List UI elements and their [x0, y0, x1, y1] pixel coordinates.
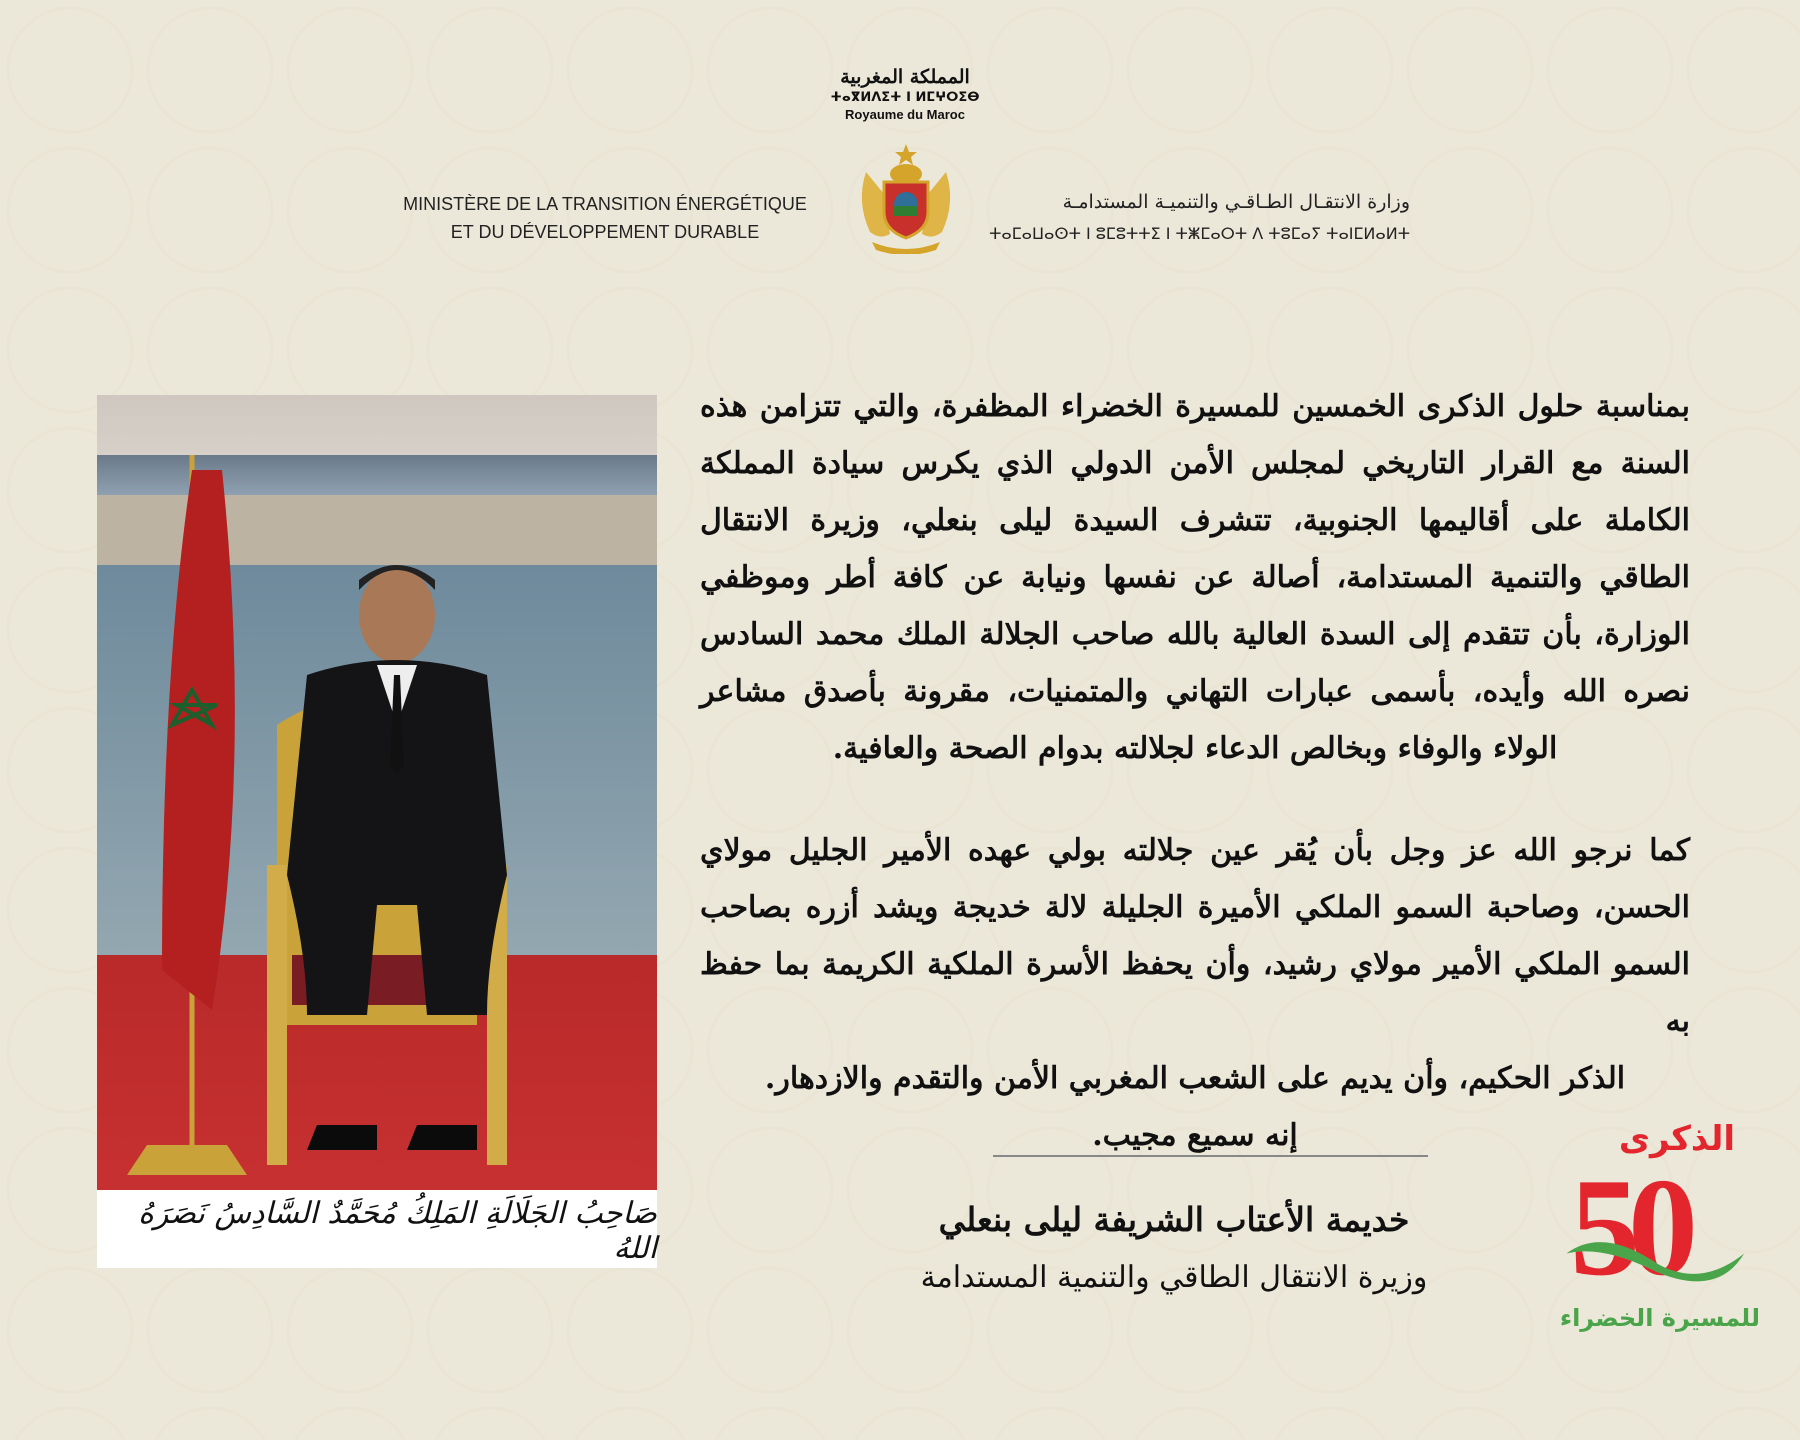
king-portrait — [97, 395, 657, 1268]
kingdom-name-french: Royaume du Maroc — [845, 107, 965, 122]
green-march-50-logo — [1550, 1118, 1765, 1340]
portrait-caption: صَاحِبُ الجَلَالَةِ المَلِكُ مُحَمَّدٌ السَّادِسُ نَصَرَهُ اللهُ — [138, 1195, 657, 1266]
text-line: الذكر الحكيم، وأن يديم على الشعب المغربي الأمن والتقدم والازدهار. — [764, 1061, 1626, 1096]
ministry-ar: وزارة الانتقـال الطـاقـي والتنميـة المستدامـة — [1062, 191, 1410, 213]
ministry-fr-line2: ET DU DÉVELOPPEMENT DURABLE — [450, 222, 760, 242]
logo-ribbon-icon — [1550, 1218, 1765, 1298]
royal-coat-of-arms-icon — [852, 142, 960, 254]
ministry-tifinagh: ⵜⴰⵎⴰⵡⴰⵙⵜ ⵏ ⵓⵎⵓⵜⵜⵉ ⵏ ⵜⵥⵎⴰⵔⵜ ⴷ ⵜⵓⵎⴰⵢ ⵜⴰⵏⵎⵍⴰⵍⵜ — [989, 224, 1410, 243]
text-line: نصره الله وأيده، بأسمى عبارات التهاني والمتمنيات، مقرونة بأصدق مشاعر — [700, 674, 1690, 709]
message-body — [700, 378, 1690, 1164]
ministry-fr-line1: MINISTÈRE DE LA TRANSITION ÉNERGÉTIQUE — [403, 194, 807, 214]
text-line: إنه سميع مجيب. — [1092, 1118, 1298, 1153]
message-paragraph-1 — [700, 378, 1690, 777]
signature-divider — [993, 1155, 1428, 1157]
portrait-image — [97, 395, 657, 1190]
logo-number: 50 — [1570, 1150, 1686, 1305]
text-line: كما نرجو الله عز وجل بأن يُقر عين جلالته بولي عهده الأمير الجليل مولاي — [700, 833, 1690, 868]
logo-bottom-text: للمسيرة الخضراء — [1559, 1304, 1760, 1332]
kingdom-name-tifinagh: ⵜⴰⴳⵍⴷⵉⵜ ⵏ ⵍⵎⵖⵔⵉⴱ — [830, 90, 980, 105]
text-line: الوزارة، بأن تتقدم إلى السدة العالية بالله صاحب الجلالة الملك محمد السادس — [700, 617, 1690, 652]
signatory-title: وزيرة الانتقال الطاقي والتنمية المستدامة — [920, 1260, 1428, 1295]
kingdom-header — [805, 66, 1005, 122]
text-line: الكاملة على أقاليمها الجنوبية، تتشرف السيدة ليلى بنعلي، وزيرة الانتقال — [700, 503, 1690, 538]
text-line: الحسن، وصاحبة السمو الملكي الأميرة الجليلة لالة خديجة ويشد أزره بصاحب — [700, 890, 1690, 925]
logo-top-text: الذكرى — [1618, 1119, 1735, 1159]
signatory-name: خديمة الأعتاب الشريفة ليلى بنعلي — [938, 1200, 1410, 1239]
text-line: الطاقي والتنمية المستدامة، أصالة عن نفسها ونيابة عن كافة أطر وموظفي — [700, 560, 1690, 595]
kingdom-name-arabic: المملكة المغربية — [840, 66, 970, 88]
text-line: الولاء والوفاء وبخالص الدعاء لجلالته بدوام الصحة والعافية. — [832, 731, 1558, 766]
ministry-name-arabic — [980, 186, 1410, 250]
portrait-illustration — [97, 395, 657, 1190]
ministry-name-french — [380, 190, 830, 246]
text-line: بمناسبة حلول الذكرى الخمسين للمسيرة الخضراء المظفرة، والتي تتزامن هذه — [700, 389, 1690, 424]
text-line: السمو الملكي الأمير مولاي رشيد، وأن يحفظ الأسرة الملكية الكريمة بما حفظ به — [700, 947, 1690, 1039]
text-line: السنة مع القرار التاريخي لمجلس الأمن الدولي الذي يكرس سيادة المملكة — [700, 446, 1690, 481]
message-paragraph-2 — [700, 822, 1690, 1164]
